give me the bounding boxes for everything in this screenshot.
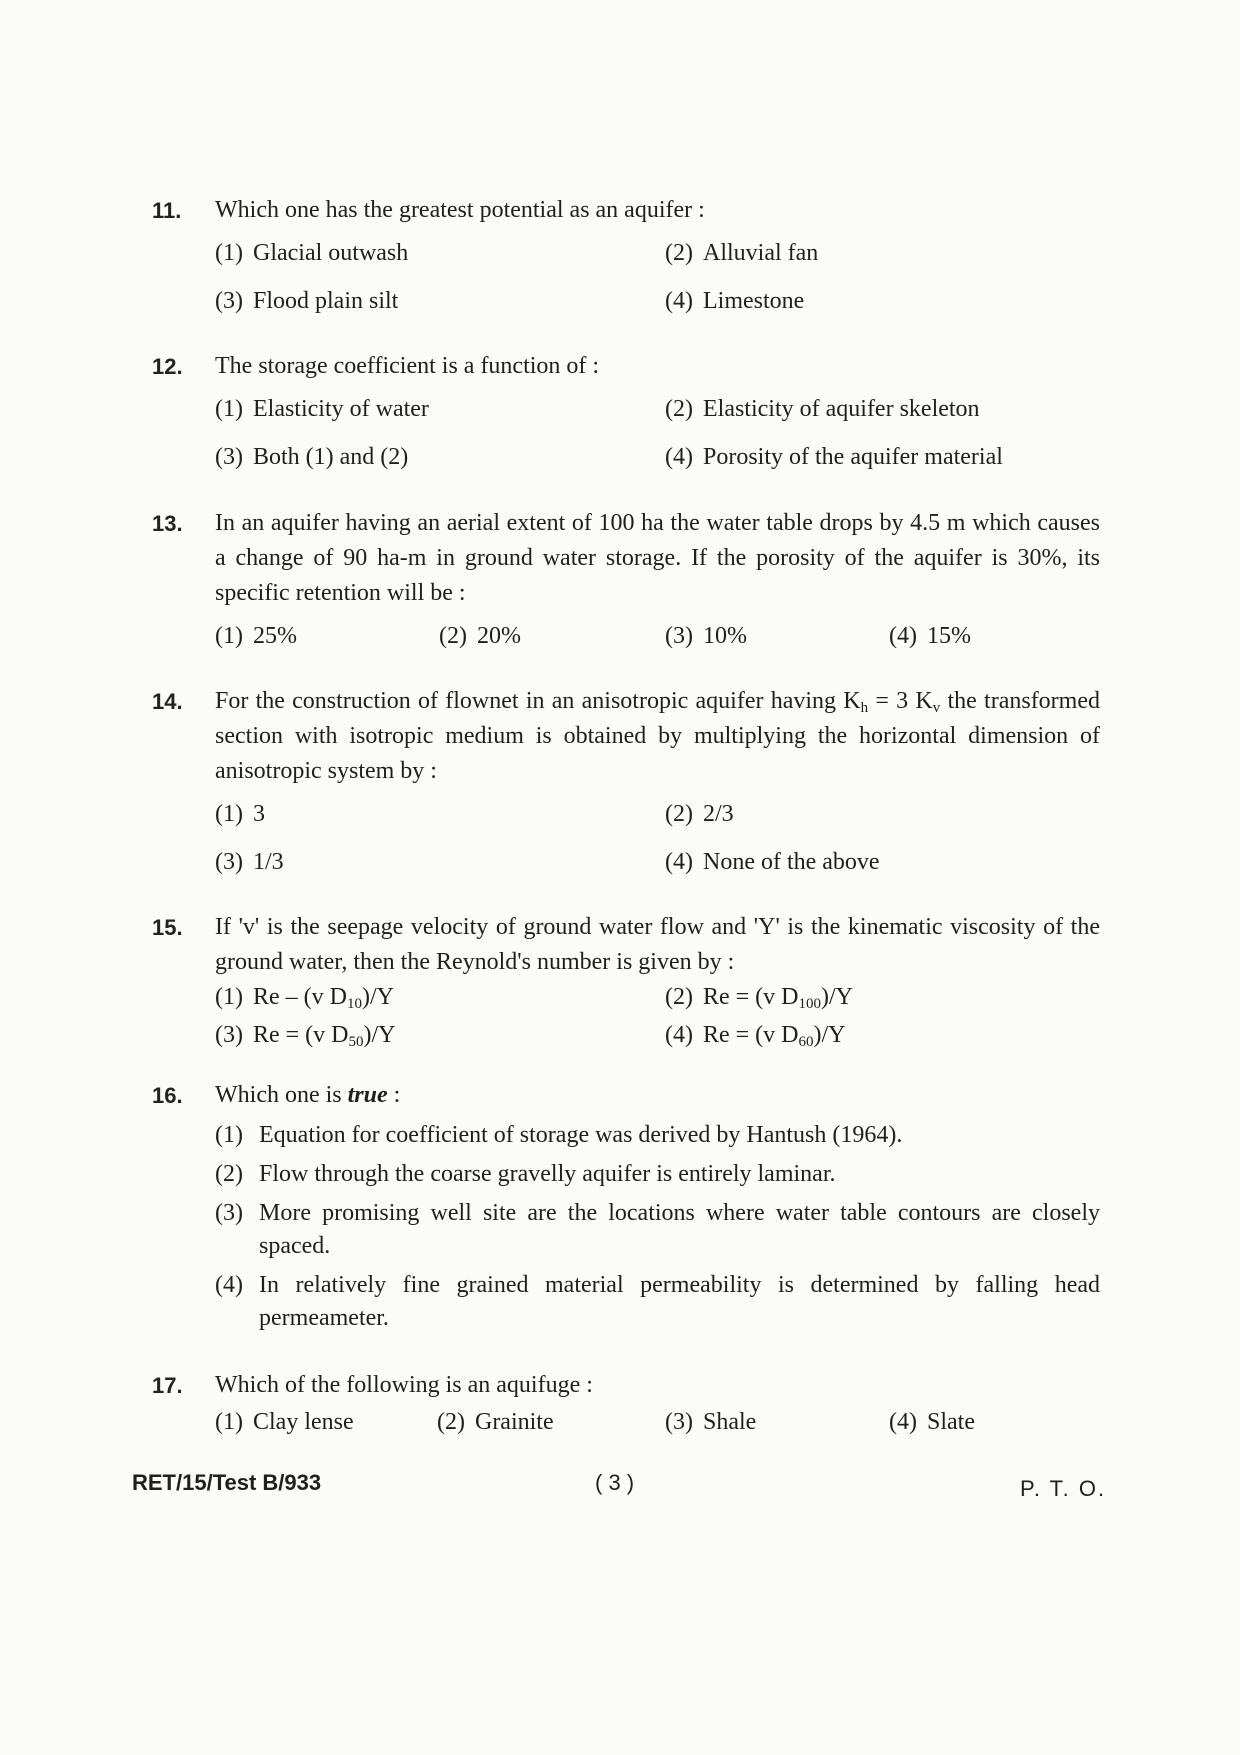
please-turn-over: P. T. O. — [1020, 1476, 1107, 1501]
option-1: (1) Glacial outwash — [215, 240, 409, 266]
question-number: 16. — [152, 1083, 183, 1108]
options-list — [215, 1119, 1100, 1335]
question-number: 13. — [152, 511, 183, 536]
test-code: RET/15/Test B/933 — [132, 1470, 322, 1495]
option-3: (3) Both (1) and (2) — [215, 444, 409, 470]
page-number: ( 3 ) — [595, 1470, 635, 1495]
option-3: (3) Re = (v $D_{50})/Y$ — [215, 1022, 396, 1050]
option-3: (3) 10% — [665, 623, 747, 649]
question-text: Which one has the greatest potential as an aquifer : — [215, 197, 705, 223]
option-2: (2) Grainite — [437, 1409, 554, 1435]
option-3: (3) More promising well site are the locations where water table contours are closely spaced. — [215, 1200, 1100, 1259]
options-grid — [215, 797, 1100, 893]
question-number: 11. — [152, 198, 182, 223]
option-1: (1) Elasticity of water — [215, 396, 429, 422]
option-1: (1) Clay lense — [215, 1409, 354, 1435]
question-number: 14. — [152, 689, 183, 714]
option-3: (3) Flood plain silt — [215, 288, 399, 314]
option-2: (2) 20% — [439, 623, 521, 649]
question-text: Which one is true : — [215, 1082, 401, 1108]
option-4: (4) Slate — [889, 1409, 975, 1435]
option-2: (2) Elasticity of aquifer skeleton — [665, 396, 980, 422]
option-1: (1) 3 — [215, 801, 265, 827]
options-row — [215, 1405, 1100, 1453]
question-number: 12. — [152, 354, 183, 379]
option-3: (3) Shale — [665, 1409, 757, 1435]
option-1: (1) Re – (v $D_{10})/Y$ — [215, 984, 394, 1012]
question-number: 15. — [152, 915, 183, 940]
question-text: In an aquifer having an aerial extent of 100 ha the water table drops by 4.5 m which causes a change of 90 ha-m in ground water storage. If the porosity of the aquifer is 30%, its specific retention will be : — [215, 510, 1100, 606]
question-15 — [152, 910, 1100, 1066]
option-2: (2) Re = (v $D_{100})/Y$ — [665, 984, 854, 1012]
option-4: (4) In relatively fine grained material permeability is determined by falling head permeameter. — [215, 1272, 1100, 1331]
option-2: (2) Flow through the coarse gravelly aquifer is entirely laminar. — [215, 1161, 836, 1187]
option-2: (2) 2/3 — [665, 801, 734, 827]
question-number: 17. — [152, 1373, 183, 1398]
option-2: (2) Alluvial fan — [665, 240, 819, 266]
question-text: If 'v' is the seepage velocity of ground water flow and 'Y' is the kinematic viscosity of the ground water, then the Reynold's number is given by : — [215, 914, 1100, 975]
question-16 — [152, 1078, 1100, 1341]
question-17 — [152, 1368, 1100, 1453]
question-13 — [152, 506, 1100, 667]
option-1: (1) Equation for coefficient of storage was derived by Hantush (1964). — [215, 1122, 903, 1148]
option-4: (4) Porosity of the aquifer material — [665, 444, 1003, 470]
question-12 — [152, 349, 1100, 488]
question-14 — [152, 684, 1100, 893]
options-row — [215, 619, 1100, 667]
question-text: Which of the following is an aquifuge : — [215, 1372, 593, 1398]
option-3: (3) 1/3 — [215, 849, 284, 875]
question-11 — [152, 193, 1100, 332]
option-4: (4) None of the above — [665, 849, 880, 875]
question-text: For the construction of flownet in an anisotropic aquifer having $K_h = 3$ $K_v$ the transformed section with isotropic medium is obtained by multiplying the horizontal dimension of anisotropic system by : — [215, 688, 1100, 784]
option-4: (4) Re = (v $D_{60})/Y$ — [665, 1022, 846, 1050]
question-text: The storage coefficient is a function of : — [215, 353, 600, 379]
options-grid — [215, 236, 1100, 332]
option-1: (1) 25% — [215, 623, 297, 649]
option-4: (4) Limestone — [665, 288, 805, 314]
options-grid — [215, 980, 1100, 1066]
options-grid — [215, 392, 1100, 488]
option-4: (4) 15% — [889, 623, 971, 649]
